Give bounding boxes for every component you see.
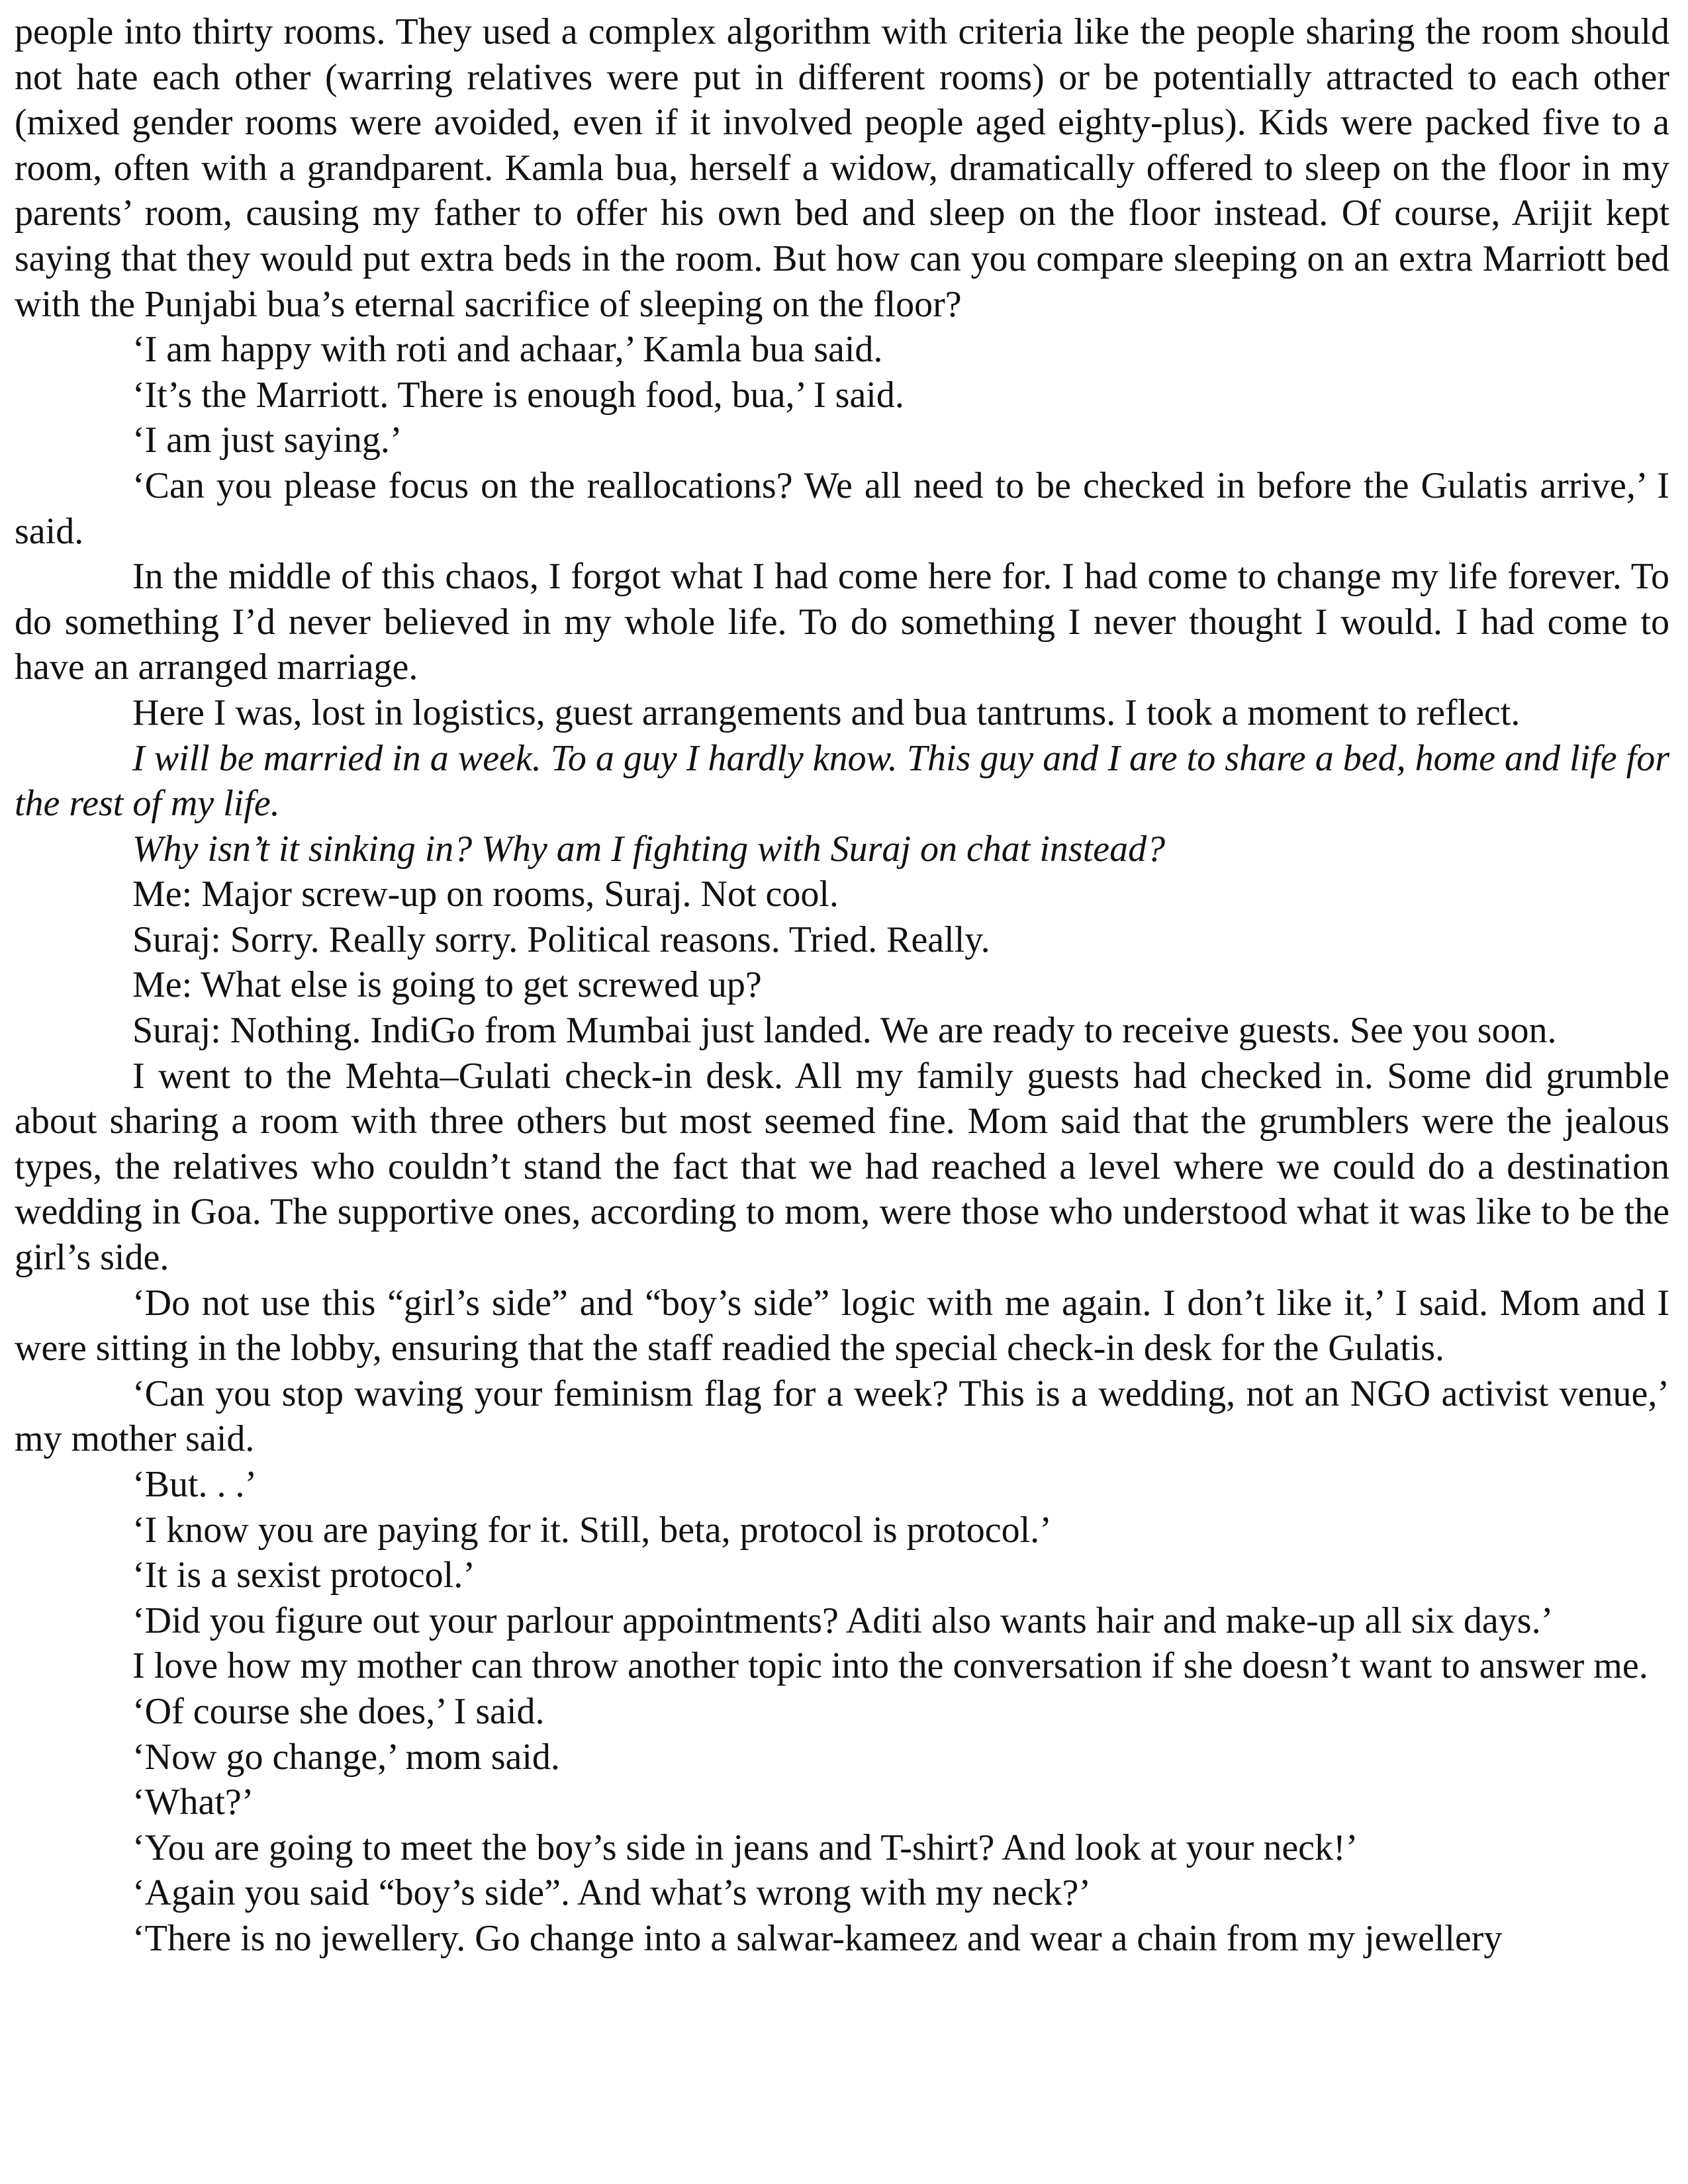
paragraph-chat-line: Me: Major screw-up on rooms, Suraj. Not cool. <box>132 874 839 915</box>
paragraph-dialogue: ‘Can you please focus on the reallocations? We all need to be checked in before the Gulatis arrive,’ I said. <box>15 465 1669 552</box>
paragraph-dialogue: ‘Of course she does,’ I said. <box>132 1690 545 1732</box>
paragraph-continued: people into thirty rooms. They used a complex algorithm with criteria like the people sharing the room should not hate each other (warring relatives were put in different rooms) or be potentially attracted to each other (mixed gender rooms were avoided, even if it involved people aged eighty-plus). Kids were packed five to a room, often with a grandparent. Kamla bua, herself a widow, dramatically offered to sleep on the floor in my parents’ room, causing my father to offer his own bed and sleep on the floor instead. Of course, Arijit kept saying that they would put extra beds in the room. But how can you compare sleeping on an extra Marriott bed with the Punjabi bua’s eternal sacrifice of sleeping on the floor? <box>15 11 1669 325</box>
paragraph-dialogue: ‘It’s the Marriott. There is enough food, bua,’ I said. <box>132 374 904 416</box>
paragraph-dialogue: ‘I know you are paying for it. Still, beta, protocol is protocol.’ <box>132 1509 1052 1551</box>
paragraph-dialogue: ‘You are going to meet the boy’s side in jeans and T-shirt? And look at your neck!’ <box>132 1827 1358 1868</box>
paragraph-dialogue: ‘Now go change,’ mom said. <box>132 1736 560 1778</box>
paragraph-dialogue-truncated: ‘There is no jewellery. Go change into a salwar-kameez and wear a chain from my jewellery <box>132 1917 1503 1959</box>
paragraph-dialogue: ‘I am just saying.’ <box>132 420 402 461</box>
paragraph-dialogue: ‘Did you figure out your parlour appointments? Aditi also wants hair and make-up all six days.’ <box>132 1600 1554 1641</box>
paragraph-dialogue: ‘I am happy with roti and achaar,’ Kamla bua said. <box>132 329 883 371</box>
paragraph-dialogue: ‘It is a sexist protocol.’ <box>132 1555 475 1596</box>
paragraph-narrative: I went to the Mehta–Gulati check-in desk. All my family guests had checked in. Some did grumble about sharing a room with three others but most seemed fine. Mom said that the grumblers were the jealous types, the relatives who couldn’t stand the fact that we had reached a level where we could do a destination wedding in Goa. The supportive ones, according to mom, were those who understood what it was like to be the girl’s side. <box>15 1055 1669 1279</box>
paragraph-dialogue: ‘Can you stop waving your feminism flag for a week? This is a wedding, not an NGO activist venue,’ my mother said. <box>15 1373 1669 1460</box>
paragraph-dialogue: ‘But. . .’ <box>132 1464 258 1505</box>
document-page <box>15 9 1669 1962</box>
paragraph-inner-thought: Why isn’t it sinking in? Why am I fighting with Suraj on chat instead? <box>132 828 1166 870</box>
paragraph-dialogue: ‘Again you said “boy’s side”. And what’s wrong with my neck?’ <box>132 1872 1091 1914</box>
paragraph-narrative: Here I was, lost in logistics, guest arrangements and bua tantrums. I took a moment to reflect. <box>132 692 1521 733</box>
paragraph-chat-line: Suraj: Sorry. Really sorry. Political reasons. Tried. Really. <box>132 919 990 960</box>
paragraph-chat-line: Me: What else is going to get screwed up? <box>132 964 762 1006</box>
paragraph-narrative: I love how my mother can throw another topic into the conversation if she doesn’t want to answer me. <box>132 1645 1648 1687</box>
paragraph-dialogue: ‘What?’ <box>132 1782 254 1823</box>
paragraph-dialogue: ‘Do not use this “girl’s side” and “boy’s side” logic with me again. I don’t like it,’ I said. Mom and I were sitting in the lobby, ensuring that the staff readied the special check-in desk for the Gulatis. <box>15 1282 1669 1369</box>
paragraph-chat-line: Suraj: Nothing. IndiGo from Mumbai just landed. We are ready to receive guests. See you soon. <box>132 1010 1557 1052</box>
paragraph-inner-thought: I will be married in a week. To a guy I hardly know. This guy and I are to share a bed, home and life for the rest of my life. <box>15 737 1669 825</box>
paragraph-narrative: In the middle of this chaos, I forgot what I had come here for. I had come to change my life forever. To do something I’d never believed in my whole life. To do something I never thought I would. I had come to have an arranged marriage. <box>15 556 1669 688</box>
